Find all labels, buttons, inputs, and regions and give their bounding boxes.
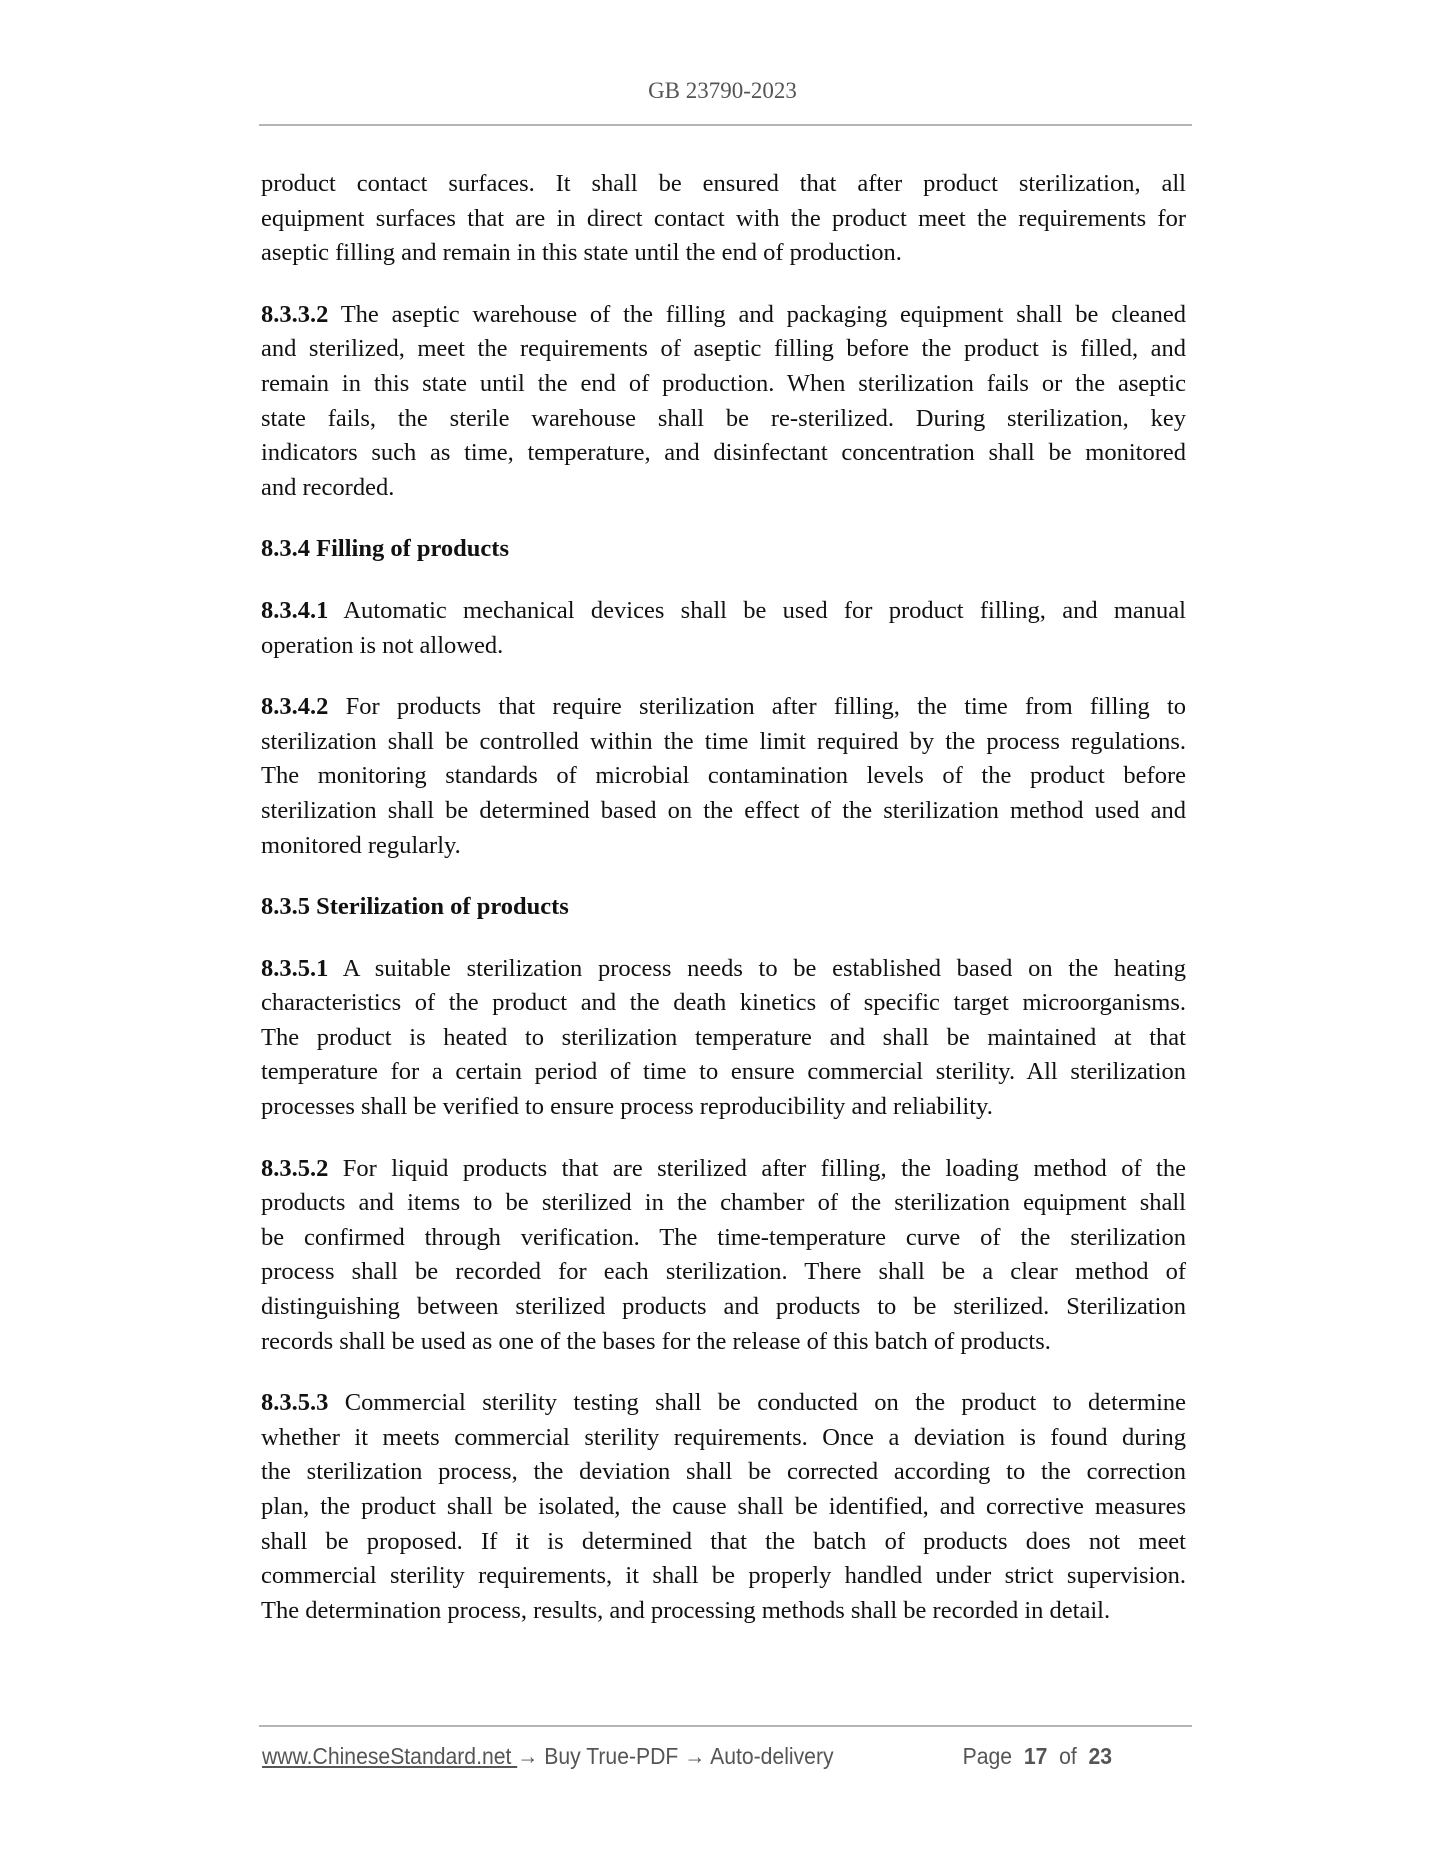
line-text: state fails, the sterile warehouse shall be re-sterilized. During sterilization, key (261, 404, 1186, 432)
text-line (261, 471, 1186, 506)
line-text: plan, the product shall be isolated, the cause shall be identified, and corrective measures (261, 1493, 1186, 1520)
text-line (261, 629, 1186, 664)
line-text: temperature for a certain period of time to ensure commercial sterility. All sterilization (261, 1058, 1186, 1086)
clause-paragraph (261, 952, 1186, 1125)
text-line (261, 436, 1186, 471)
chinesestandard-link[interactable]: www.ChineseStandard.net (262, 1743, 518, 1769)
clause-paragraph (261, 594, 1186, 663)
line-text: aseptic filling and remain in this state until the end of production. (261, 239, 902, 267)
line-text: monitored regularly. (261, 831, 461, 859)
page-label: Page (962, 1743, 1013, 1769)
section-heading (261, 890, 1186, 925)
line-text: processes shall be verified to ensure process reproducibility and reliability. (261, 1093, 993, 1121)
clause-number: 8.3.5.3 (261, 1389, 329, 1417)
text-line (261, 690, 1186, 725)
line-text: equipment surfaces that are in direct contact with the product meet the requirements for (261, 204, 1186, 232)
line-text: whether it meets commercial sterility requirements. Once a deviation is found during (261, 1423, 1186, 1451)
text-line (261, 952, 1186, 987)
of-label: of (1059, 1743, 1077, 1769)
text-line (261, 202, 1186, 237)
line-text: The product is heated to sterilization temperature and shall be maintained at that (261, 1023, 1186, 1051)
line-text: For products that require sterilization after filling, the time from filling to (328, 693, 1186, 721)
page-current: 17 (1023, 1743, 1048, 1769)
clause-number: 8.3.5.2 (261, 1154, 329, 1182)
clause-paragraph (261, 167, 1186, 271)
clause-paragraph (261, 1152, 1186, 1360)
text-line (261, 167, 1186, 202)
line-text: commercial sterility requirements, it shall be properly handled under strict supervision. (261, 1562, 1186, 1590)
clause-number: 8.3.3.2 (261, 300, 329, 328)
text-line (261, 1090, 1186, 1125)
line-text: sterilization shall be controlled within the time limit required by the process regulations. (261, 727, 1186, 755)
text-line (261, 1290, 1186, 1325)
arrow-icon: → (684, 1743, 706, 1769)
text-line (261, 1386, 1186, 1421)
text-line (261, 1055, 1186, 1090)
footer-promo (262, 1743, 834, 1770)
text-line (261, 725, 1186, 760)
text-line (261, 1325, 1186, 1360)
line-text: A suitable sterilization process needs to be established based on the heating (328, 954, 1186, 982)
line-text: distinguishing between sterilized products and products to be sterilized. Sterilization (261, 1293, 1186, 1321)
text-line (261, 1221, 1186, 1256)
line-text: process shall be recorded for each sterilization. There shall be a clear method of (261, 1258, 1186, 1286)
arrow-icon: → (517, 1743, 539, 1769)
text-line (261, 1594, 1186, 1629)
text-line (261, 402, 1186, 437)
line-text: Automatic mechanical devices shall be used for product filling, and manual (328, 596, 1186, 624)
line-text: the sterilization process, the deviation shall be corrected according to the correction (261, 1458, 1186, 1486)
line-text: indicators such as time, temperature, and disinfectant concentration shall be monitored (261, 439, 1186, 467)
line-text: sterilization shall be determined based on the effect of the sterilization method used and (261, 796, 1186, 824)
line-text: Commercial sterility testing shall be conducted on the product to determine (328, 1389, 1186, 1417)
page-total: 23 (1088, 1743, 1113, 1769)
page-number (963, 1743, 1112, 1770)
line-text: For liquid products that are sterilized after filling, the loading method of the (328, 1154, 1186, 1182)
line-text: The determination process, results, and processing methods shall be recorded in detail. (261, 1596, 1111, 1624)
page-footer (262, 1743, 1112, 1770)
clause-number: 8.3.4.2 (261, 693, 329, 721)
buy-true-pdf-text: Buy True-PDF (538, 1743, 685, 1769)
footer-divider (259, 1725, 1192, 1727)
line-text: and sterilized, meet the requirements of aseptic filling before the product is filled, and (261, 335, 1186, 363)
text-line (261, 1255, 1186, 1290)
line-text: The aseptic warehouse of the filling and packaging equipment shall be cleaned (328, 300, 1186, 328)
text-line (261, 1421, 1186, 1456)
line-text: be confirmed through verification. The time-temperature curve of the sterilization (261, 1223, 1186, 1251)
text-line (261, 759, 1186, 794)
document-body (261, 167, 1186, 1655)
clause-paragraph (261, 690, 1186, 863)
text-line (261, 794, 1186, 829)
line-text: characteristics of the product and the death kinetics of specific target microorganisms. (261, 989, 1186, 1017)
line-text: products and items to be sterilized in the chamber of the sterilization equipment shall (261, 1189, 1186, 1217)
text-line (261, 1455, 1186, 1490)
section-heading-text: 8.3.5 Sterilization of products (261, 893, 569, 921)
text-line (261, 367, 1186, 402)
section-heading-text: 8.3.4 Filling of products (261, 535, 509, 563)
text-line (261, 829, 1186, 864)
text-line (261, 1186, 1186, 1221)
document-code-header: GB 23790-2023 (648, 78, 797, 103)
text-line (261, 1490, 1186, 1525)
clause-paragraph (261, 1386, 1186, 1628)
section-heading (261, 532, 1186, 567)
text-line (261, 594, 1186, 629)
line-text: The monitoring standards of microbial contamination levels of the product before (261, 762, 1186, 790)
auto-delivery-text: Auto-delivery (705, 1743, 834, 1769)
text-line (261, 1525, 1186, 1560)
line-text: product contact surfaces. It shall be ensured that after product sterilization, all (261, 170, 1186, 197)
clause-number: 8.3.5.1 (261, 954, 329, 982)
header-divider (259, 124, 1192, 126)
line-text: shall be proposed. If it is determined that the batch of products does not meet (261, 1527, 1186, 1555)
line-text: operation is not allowed. (261, 631, 504, 659)
text-line (261, 332, 1186, 367)
text-line (261, 986, 1186, 1021)
text-line (261, 1021, 1186, 1056)
line-text: records shall be used as one of the bases for the release of this batch of products. (261, 1327, 1051, 1355)
text-line (261, 236, 1186, 271)
text-line (261, 1559, 1186, 1594)
line-text: remain in this state until the end of production. When sterilization fails or the aseptic (261, 369, 1186, 397)
text-line (261, 298, 1186, 333)
text-line (261, 1152, 1186, 1187)
line-text: and recorded. (261, 473, 395, 501)
clause-paragraph (261, 298, 1186, 506)
clause-number: 8.3.4.1 (261, 596, 329, 624)
